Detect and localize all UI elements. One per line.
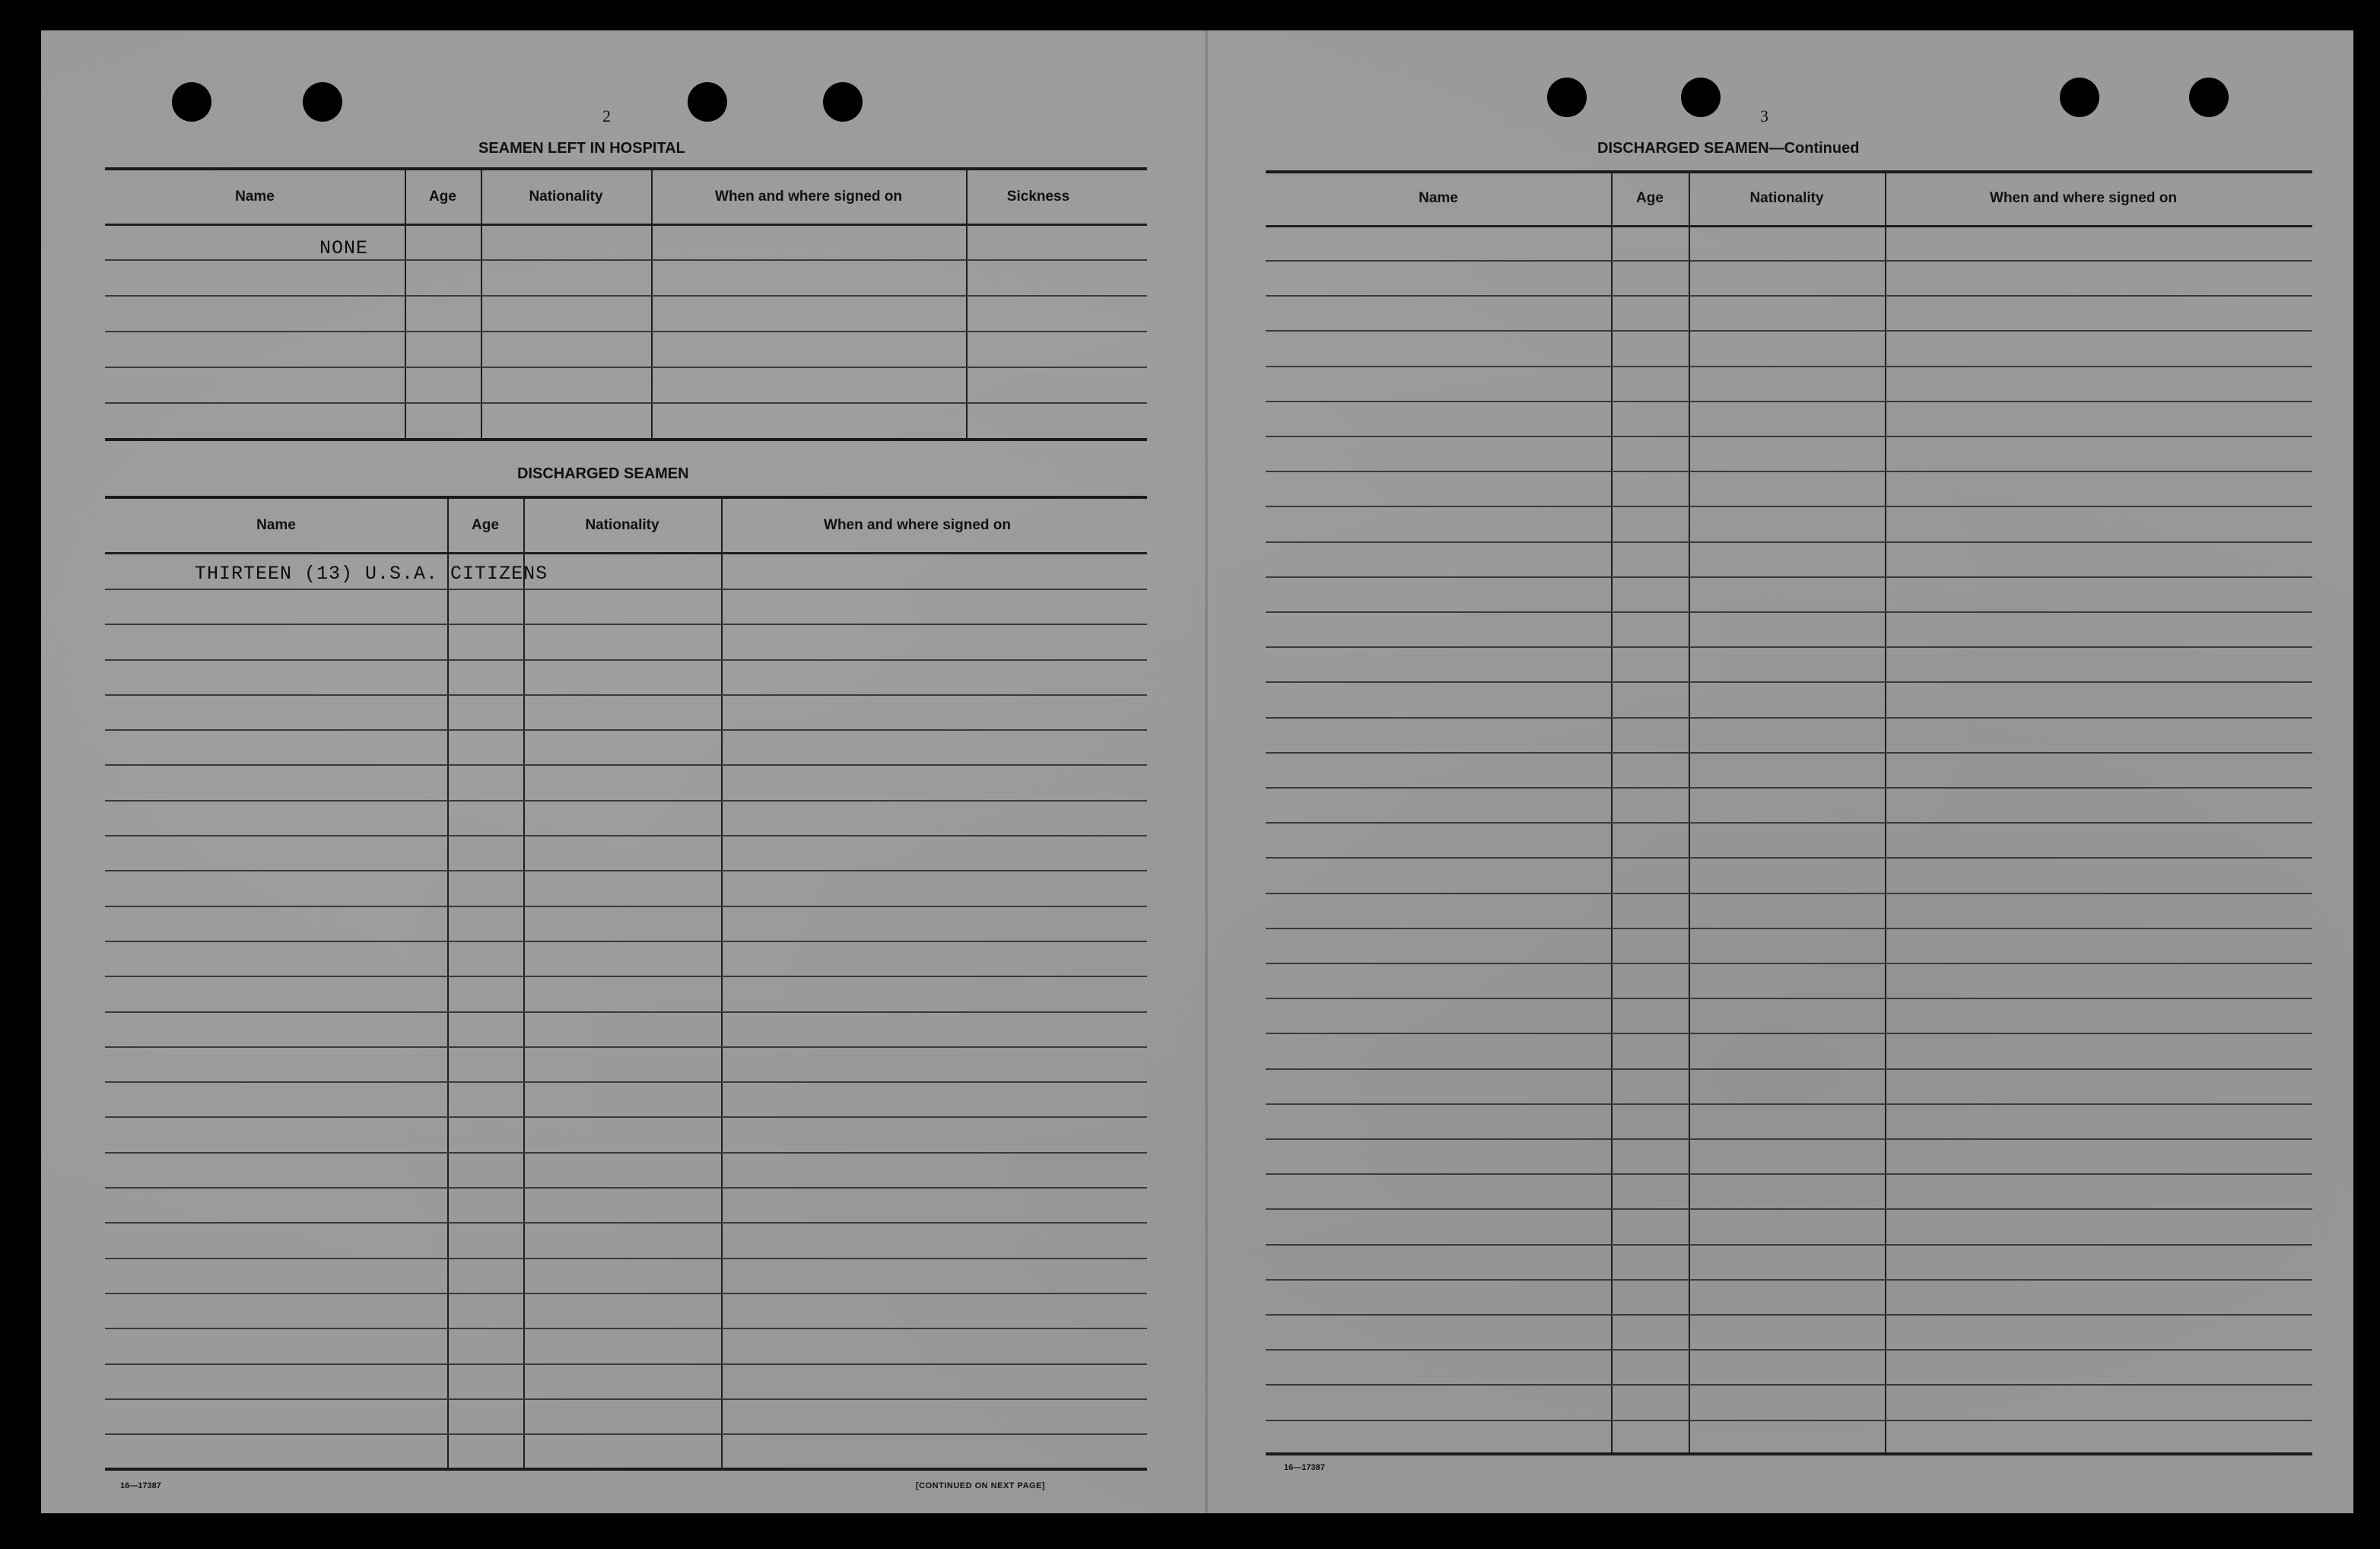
- ruled-line: [105, 1258, 1147, 1259]
- ruled-line: [105, 1116, 1147, 1118]
- column-header-signed-on: When and where signed on: [824, 517, 1011, 533]
- ruled-line: [1266, 1244, 2312, 1246]
- ruled-line: [1266, 1068, 2312, 1070]
- ruled-line: [1266, 541, 2312, 543]
- ruled-line: [1266, 295, 2312, 297]
- ruled-line: [1266, 1384, 2312, 1386]
- title-suffix: —Continued: [1768, 140, 1860, 157]
- punch-hole: [2060, 78, 2099, 117]
- ruled-line: [1266, 717, 2312, 719]
- column-header-signed-on: When and where signed on: [715, 189, 902, 205]
- ruled-line: [1266, 1349, 2312, 1351]
- column-header-signed-on: When and where signed on: [1990, 190, 2177, 206]
- ruled-line: [1266, 646, 2312, 648]
- title-main: DISCHARGED SEAMEN: [1597, 140, 1769, 157]
- column-header-sickness: Sickness: [1006, 189, 1070, 205]
- ruled-line: [1266, 1314, 2312, 1316]
- ruled-line: [1266, 436, 2312, 437]
- ruled-line: [105, 1328, 1147, 1329]
- ruled-line: [1266, 681, 2312, 683]
- hospital-section-title: SEAMEN LEFT IN HOSPITAL: [478, 140, 685, 157]
- ruled-line: [1266, 1208, 2312, 1210]
- ruled-line: [1266, 1033, 2312, 1034]
- page-fold: [1205, 30, 1208, 1513]
- discharged-entry: THIRTEEN (13) U.S.A. CITIZENS: [195, 563, 548, 585]
- ruled-line: [1266, 506, 2312, 507]
- punch-hole: [688, 82, 727, 122]
- ruled-line: [1266, 998, 2312, 999]
- ruled-line: [1266, 260, 2312, 262]
- punch-hole: [823, 82, 863, 122]
- ruled-line: [105, 1081, 1147, 1083]
- ruled-line: [1266, 611, 2312, 613]
- ruled-line: [105, 1363, 1147, 1365]
- ruled-line: [1266, 1420, 2312, 1421]
- ruled-line: [105, 659, 1147, 661]
- discharged-section-title: DISCHARGED SEAMEN: [517, 465, 689, 482]
- ruled-line: [1266, 471, 2312, 472]
- ruled-line: [1266, 366, 2312, 367]
- ruled-line: [105, 1222, 1147, 1224]
- ruled-line: [105, 1152, 1147, 1154]
- ruled-line: [1266, 401, 2312, 402]
- document-sheet: [41, 30, 2353, 1513]
- punch-hole: [1547, 78, 1587, 117]
- column-header-nationality: Nationality: [585, 517, 659, 533]
- ruled-line: [105, 729, 1147, 731]
- hospital-entry: NONE: [319, 237, 369, 259]
- page-number: 2: [602, 106, 611, 125]
- column-header-name: Name: [235, 189, 275, 205]
- ruled-line: [105, 1187, 1147, 1189]
- ruled-line: [105, 835, 1147, 836]
- continued-note: [CONTINUED ON NEXT PAGE]: [916, 1481, 1046, 1490]
- ruled-line: [105, 906, 1147, 907]
- ruled-line: [1266, 928, 2312, 929]
- discharged-continued-title: [1597, 140, 1859, 157]
- ruled-line: [105, 1398, 1147, 1400]
- punch-hole: [1681, 78, 1721, 117]
- punch-hole: [2189, 78, 2229, 117]
- form-number: 16—17387: [120, 1481, 161, 1490]
- ruled-line: [105, 764, 1147, 766]
- column-header-name: Name: [1419, 190, 1458, 206]
- ruled-line: [105, 694, 1147, 696]
- ruled-line: [105, 976, 1147, 977]
- column-header-age: Age: [1636, 190, 1663, 206]
- ruled-line: [105, 624, 1147, 625]
- ruled-line: [1266, 330, 2312, 332]
- ruled-line: [1266, 893, 2312, 894]
- column-header-name: Name: [256, 517, 296, 533]
- ruled-line: [1266, 963, 2312, 964]
- column-header-age: Age: [472, 517, 499, 533]
- punch-hole: [303, 82, 342, 122]
- ruled-line: [1266, 822, 2312, 824]
- ruled-line: [105, 1011, 1147, 1013]
- ruled-line: [105, 1433, 1147, 1435]
- ruled-line: [1266, 857, 2312, 859]
- column-header-age: Age: [429, 189, 456, 205]
- form-number: 16—17387: [1284, 1463, 1325, 1472]
- column-header-nationality: Nationality: [1749, 190, 1824, 206]
- ruled-line: [1266, 752, 2312, 754]
- ruled-line: [105, 589, 1147, 590]
- ruled-line: [1266, 576, 2312, 578]
- ruled-line: [105, 941, 1147, 942]
- ruled-line: [105, 870, 1147, 871]
- ruled-line: [1266, 787, 2312, 789]
- ruled-line: [105, 1046, 1147, 1048]
- ruled-line: [1266, 1279, 2312, 1281]
- ruled-line: [1266, 1173, 2312, 1175]
- column-header-nationality: Nationality: [529, 189, 603, 205]
- ruled-line: [105, 1293, 1147, 1294]
- ruled-line: [1266, 1103, 2312, 1105]
- ruled-line: [105, 800, 1147, 801]
- ruled-line: [1266, 1138, 2312, 1140]
- page-number: 3: [1760, 106, 1768, 125]
- punch-hole: [172, 82, 211, 122]
